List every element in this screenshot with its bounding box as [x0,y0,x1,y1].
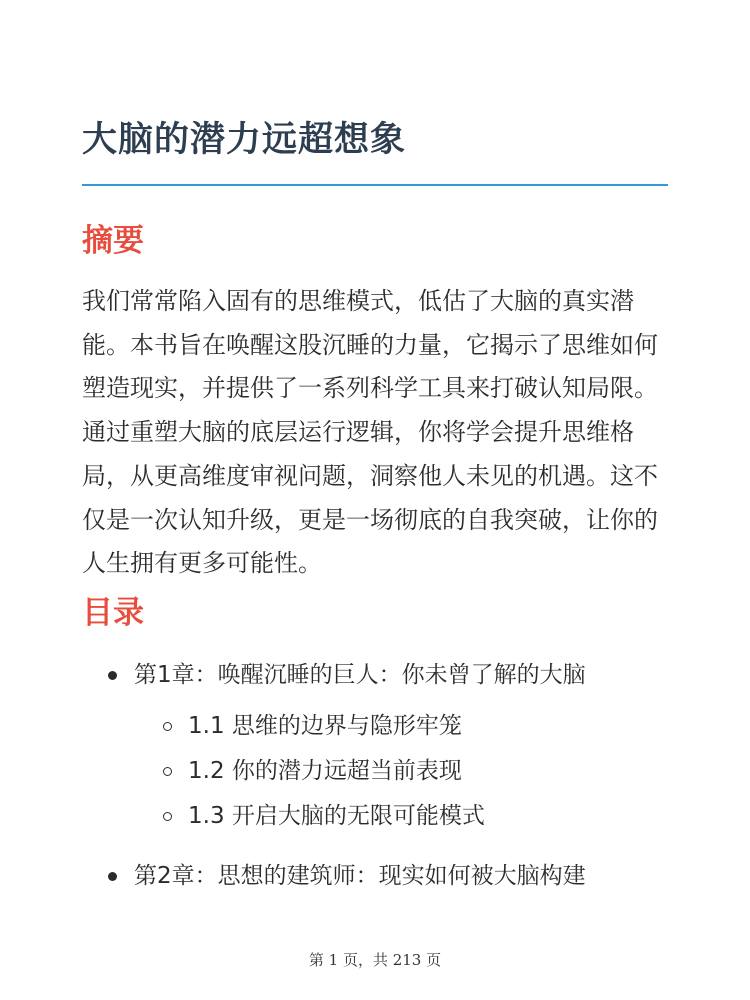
toc-section-1-2 [134,749,682,794]
hollow-bullet-icon [163,767,172,776]
summary-heading: 摘要 [82,223,144,259]
toc-section-1-3 [134,794,682,839]
document-title: 大脑的潜力远超想象 [82,120,407,160]
toc-chapter-2 [82,853,682,899]
toc-chapter-1 [82,652,682,839]
hollow-bullet-icon [163,722,172,731]
toc-section-label: 1.1 思维的边界与隐形牢笼 [188,713,462,739]
toc-section-1-1 [134,704,682,749]
bullet-icon [108,872,117,881]
title-divider [82,184,668,186]
toc-section-list [134,704,682,839]
hollow-bullet-icon [163,812,172,821]
toc-heading: 目录 [82,595,144,631]
summary-text: 我们常常陷入固有的思维模式，低估了大脑的真实潜能。本书旨在唤醒这股沉睡的力量，它揭示了思维如何塑造现实，并提供了一系列科学工具来打破认知局限。通过重塑大脑的底层运行逻辑，你将学会提升思维格局，从更高维度审视问题，洞察他人未见的机遇。这不仅是一次认知升级，更是一场彻底的自我突破，让你的人生拥有更多可能性。 [82,287,658,578]
toc-section-label: 1.2 你的潜力远超当前表现 [188,758,462,784]
toc-chapter-label: 第2章：思想的建筑师：现实如何被大脑构建 [134,863,586,889]
bullet-icon [108,671,117,680]
table-of-contents [82,652,682,899]
page-footer: 第 1 页，共 213 页 [308,951,442,969]
toc-chapter-label: 第1章：唤醒沉睡的巨人：你未曾了解的大脑 [134,662,586,688]
toc-section-label: 1.3 开启大脑的无限可能模式 [188,803,485,829]
